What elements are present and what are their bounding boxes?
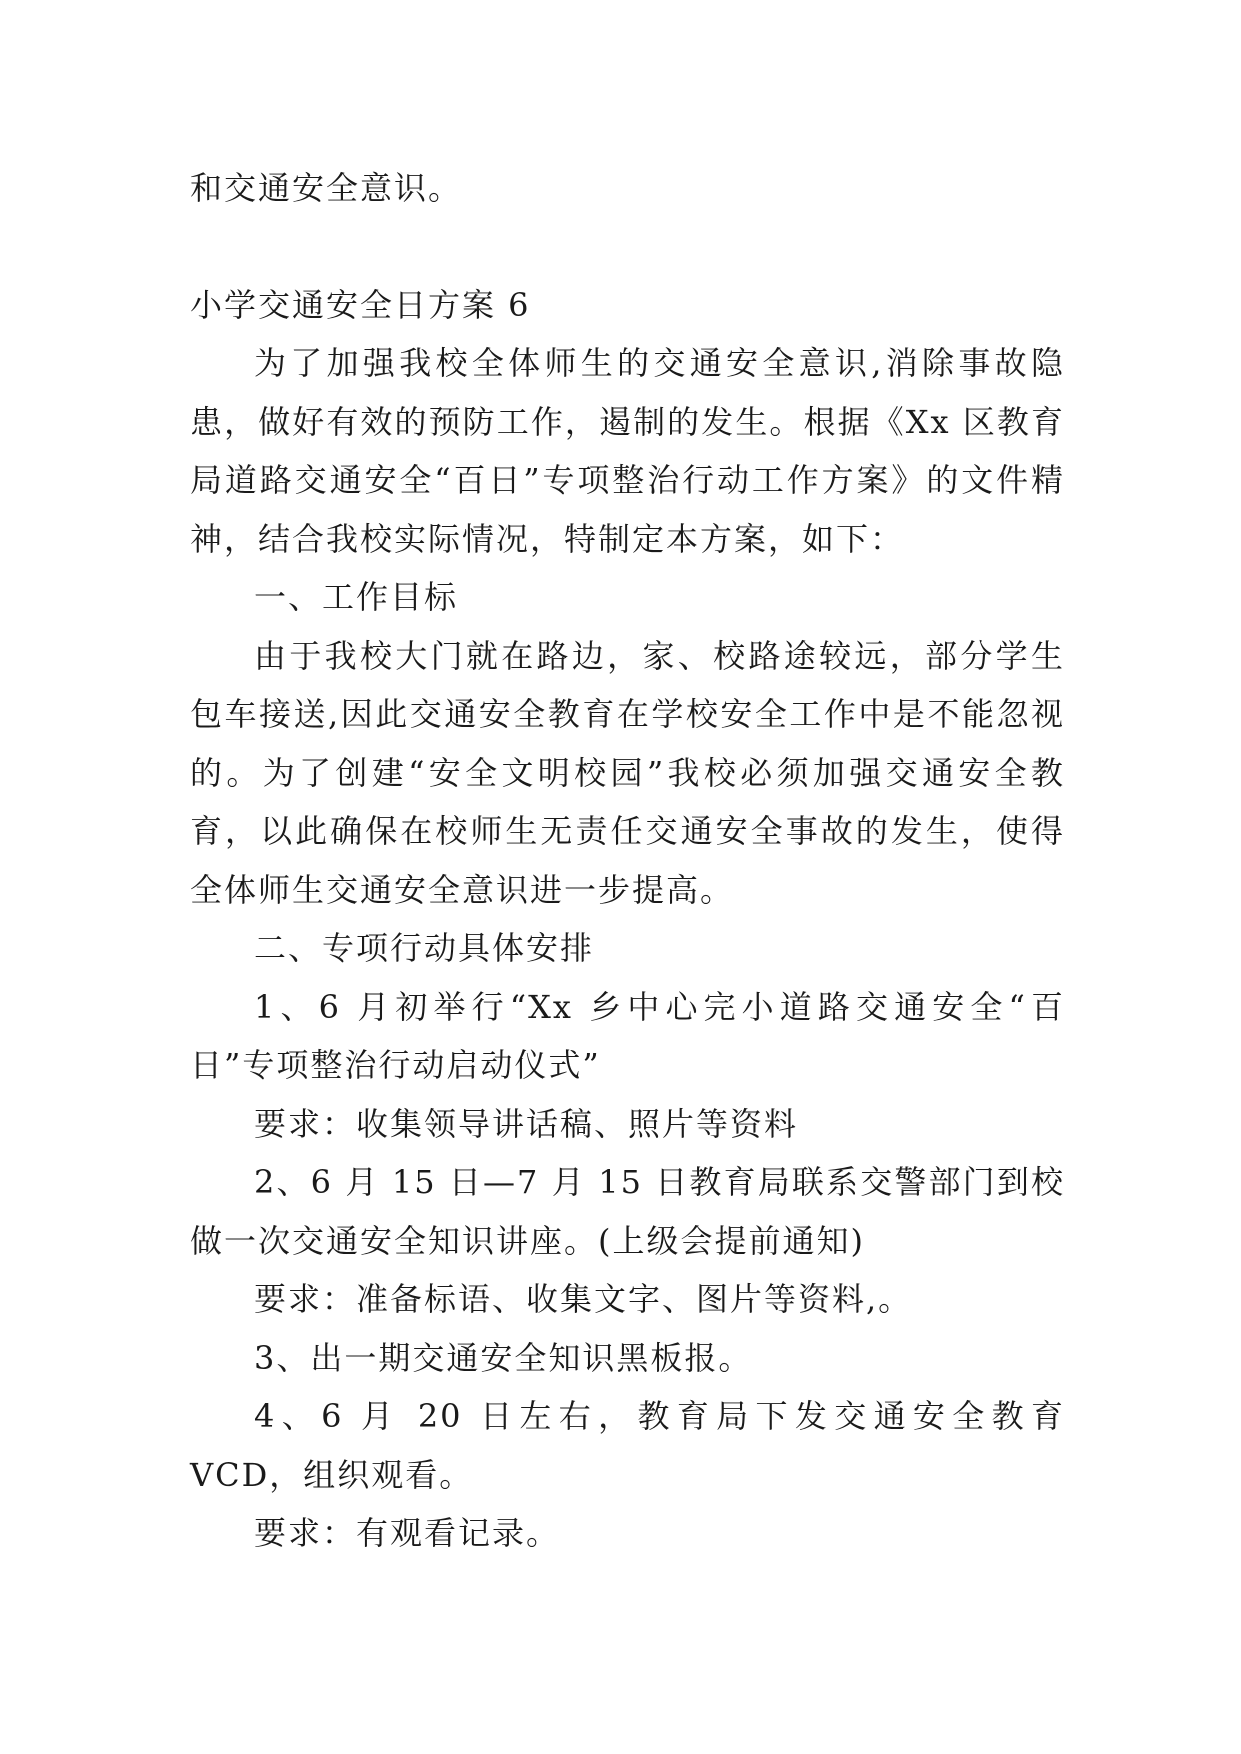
document-body [190,159,1065,1563]
section-title: 小学交通安全日方案 6 [190,285,531,324]
heading-work-goal: 一、工作目标 [254,578,459,616]
heading-arrangement: 二、专项行动具体安排 [254,929,595,967]
paragraph-goal: 由于我校大门就在路边，家、校路途较远，部分学生包车接送,因此交通安全教育在学校安全工作中是不能忽视的。为了创建“安全文明校园”我校必须加强交通安全教育，以此确保在校师生无责任交通安全事故的发生，使得全体师生交通安全意识进一步提高。 [190,636,1065,909]
item-4: 4、6 月 20 日左右，教育局下发交通安全教育 VCD，组织观看。 [190,1397,1065,1494]
item-3: 3、出一期交通安全知识黑板报。 [254,1338,753,1377]
item-4-requirement: 要求：有观看记录。 [254,1514,561,1552]
continuation-line: 和交通安全意识。 [190,169,463,207]
item-1: 1、6 月初举行“Xx 乡中心完小道路交通安全“百日”专项整治行动启动仪式” [190,987,1065,1084]
item-1-requirement: 要求：收集领导讲话稿、照片等资料 [254,1104,799,1143]
item-2: 2、6 月 15 日—7 月 15 日教育局联系交警部门到校做一次交通安全知识讲座。(上级会提前通知) [190,1163,1065,1260]
item-2-requirement: 要求：准备标语、收集文字、图片等资料,。 [254,1280,913,1318]
paragraph-intro: 为了加强我校全体师生的交通安全意识,消除事故隐患，做好有效的预防工作，遏制的发生。根据《Xx 区教育局道路交通安全“百日”专项整治行动工作方案》的文件精神，结合我校实际情况，特制定本方案，如下： [190,344,1065,558]
